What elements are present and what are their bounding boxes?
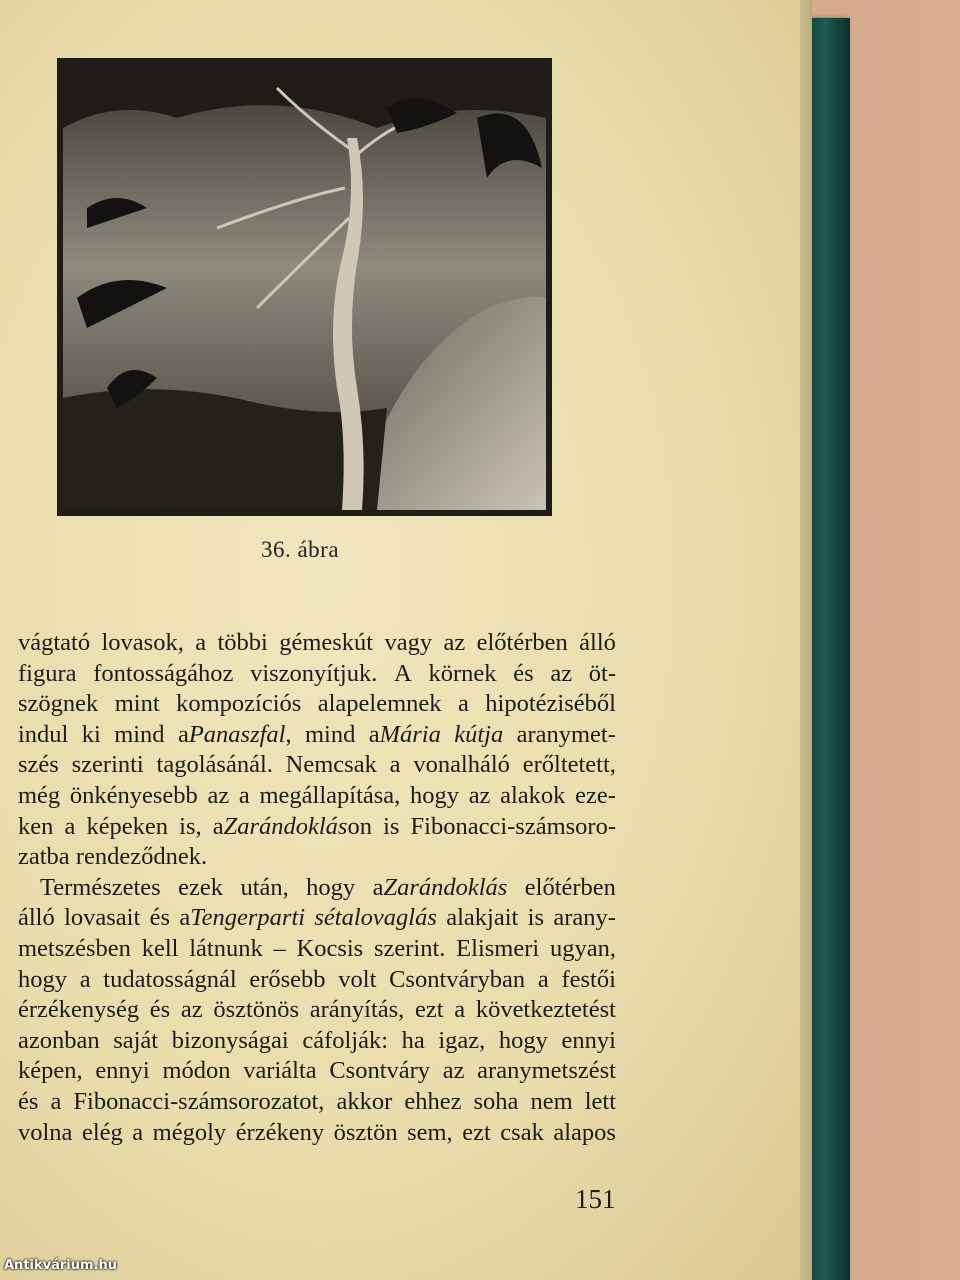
word: módon [162, 1057, 231, 1085]
text-line [18, 995, 616, 1026]
word: csak [500, 1118, 544, 1146]
word: rendeződnek. [75, 843, 208, 871]
word: az [180, 996, 203, 1024]
word: és [149, 996, 171, 1024]
word: képeken [86, 812, 169, 840]
word: fontosságához [93, 659, 234, 687]
word: aMária [368, 720, 441, 748]
word: a [50, 1087, 62, 1115]
word: lovasok, [101, 629, 184, 656]
word: Elismeri [456, 934, 540, 962]
word: többi [217, 629, 268, 656]
word: a [454, 996, 466, 1024]
word: aTengerparti [179, 904, 306, 932]
word: vagy [384, 629, 433, 656]
word: aPanaszfal, [177, 720, 292, 748]
word: önkényesebb [69, 781, 198, 809]
page-number: 151 [575, 1184, 616, 1214]
word: szerint. [373, 934, 446, 962]
word: erőltetett, [522, 751, 616, 779]
word: ugyan, [549, 934, 616, 962]
word: a [238, 781, 250, 809]
word: lett [584, 1087, 616, 1115]
word: az [443, 629, 466, 656]
word: saját [113, 1026, 159, 1054]
word: elég [81, 1118, 123, 1146]
text-line [18, 720, 616, 751]
word: gémeskút [279, 629, 374, 656]
word: a [389, 751, 401, 779]
word: alakjait [446, 904, 519, 932]
text-line [18, 781, 616, 812]
word: sétalovaglás [314, 904, 437, 932]
word: – [273, 934, 286, 962]
watermark: Antikvárium.hu [4, 1258, 117, 1273]
word: eze- [575, 781, 616, 809]
word: azonban [18, 1026, 100, 1054]
word: Fibonacci-számsorozatot, [73, 1087, 325, 1115]
word: Nemcsak [285, 751, 377, 779]
text-line [18, 1087, 616, 1118]
word: az [550, 659, 573, 687]
word: mint [114, 690, 160, 718]
word: aZarándokláson [212, 812, 372, 840]
word: képen, [18, 1057, 83, 1085]
word: ki [81, 720, 101, 748]
word: és [149, 904, 171, 932]
text-line [18, 1026, 616, 1057]
word: mind [114, 720, 165, 748]
word: kompozíciós [176, 690, 302, 718]
text-line [18, 842, 616, 873]
word: következtetést [475, 996, 616, 1024]
word: Fibonacci-számsoro- [410, 812, 616, 840]
word: mégoly [152, 1118, 227, 1146]
word: aranymet- [516, 720, 616, 748]
word: tudatosságnál [103, 965, 237, 993]
text-line [18, 812, 616, 843]
word: ösztönös [213, 996, 300, 1024]
word: lovasait [64, 904, 141, 932]
word: zatba [18, 843, 70, 871]
text-line [18, 689, 616, 720]
word: alapelemnek [317, 690, 442, 718]
word: a [457, 690, 469, 718]
word: viszonyítjuk. [250, 659, 378, 687]
body-text [18, 628, 616, 1148]
word: ennyi [95, 1057, 150, 1085]
word: volt [338, 965, 377, 993]
word: előtérben [476, 629, 568, 656]
word: és [513, 659, 534, 687]
word: igaz, [438, 1026, 486, 1054]
word: ezt [415, 996, 444, 1024]
word: szés [18, 751, 59, 779]
text-line [18, 1118, 616, 1149]
word: aZarándoklás [372, 873, 508, 901]
word: Csontváry [329, 1057, 431, 1085]
word: erősebb [249, 965, 326, 993]
word: a [537, 965, 549, 993]
word: is [527, 904, 544, 932]
word: előtérben [524, 873, 616, 901]
text-line [18, 1056, 616, 1087]
word: kútja [454, 720, 504, 748]
word: mind [304, 720, 356, 748]
word: ehhez [404, 1087, 462, 1115]
word: figura [18, 659, 77, 687]
word: hogy [306, 873, 356, 901]
word: akkor [336, 1087, 393, 1115]
word: alakok [500, 781, 566, 809]
word: festői [561, 965, 616, 993]
word: soha [473, 1087, 519, 1115]
word: tagolásánál. [156, 751, 273, 779]
word: ha [401, 1026, 425, 1054]
word: a [79, 965, 91, 993]
word: a [64, 812, 76, 840]
text-line [18, 965, 616, 996]
text-line [18, 750, 616, 781]
word: Csontváryban [389, 965, 526, 993]
word: is [383, 812, 400, 840]
word: bizonyságai [171, 1026, 289, 1054]
word: Természetes [40, 873, 161, 901]
word: hipotéziséből [485, 690, 616, 718]
word: sem, [407, 1118, 453, 1146]
word: indul [18, 720, 69, 748]
word: volna [18, 1118, 73, 1146]
word: cáfolják: [302, 1026, 389, 1054]
word: öt- [588, 659, 616, 687]
text-line [18, 934, 616, 965]
text-line [18, 873, 616, 904]
word: alapos [553, 1118, 616, 1146]
word: álló [579, 629, 616, 656]
text-line [18, 659, 616, 690]
word: vágtató [18, 629, 91, 656]
word: szögnek [18, 690, 99, 718]
word: variálta [243, 1057, 317, 1085]
word: ezek [178, 873, 224, 901]
word: hogy [18, 965, 67, 993]
figure-caption: 36. ábra [260, 537, 340, 562]
word: az [442, 1057, 465, 1085]
word: ennyi [561, 1026, 616, 1054]
word: ösztön [333, 1118, 398, 1146]
word: arany- [553, 904, 616, 932]
word: a [132, 1118, 144, 1146]
word: után, [240, 873, 289, 901]
word: ken [18, 812, 54, 840]
word: körnek [428, 659, 497, 687]
text-line [18, 628, 616, 659]
word: a [195, 629, 207, 656]
word: az [207, 781, 230, 809]
tree-painting-figure [57, 58, 552, 516]
word: is, [179, 812, 202, 840]
word: még [18, 781, 61, 809]
word: érzékeny [235, 1118, 325, 1146]
word: megállapítása, [259, 781, 401, 809]
word: hogy [410, 781, 459, 809]
word: metszésben [18, 934, 131, 962]
word: arányítás, [309, 996, 405, 1024]
word: szerinti [71, 751, 144, 779]
word: kell [141, 934, 179, 962]
word: ezt [462, 1118, 491, 1146]
word: aranymetszést [477, 1057, 616, 1085]
word: hogy [498, 1026, 548, 1054]
word: érzékenység [18, 996, 140, 1024]
word: A [394, 659, 412, 687]
word: az [468, 781, 491, 809]
word: vonalháló [413, 751, 510, 779]
tree-painting-icon [57, 58, 552, 516]
text-line [18, 903, 616, 934]
word: nem [530, 1087, 573, 1115]
word: álló [18, 904, 55, 932]
word: látnunk [189, 934, 263, 962]
word: és [18, 1087, 39, 1115]
word: Kocsis [296, 934, 364, 962]
